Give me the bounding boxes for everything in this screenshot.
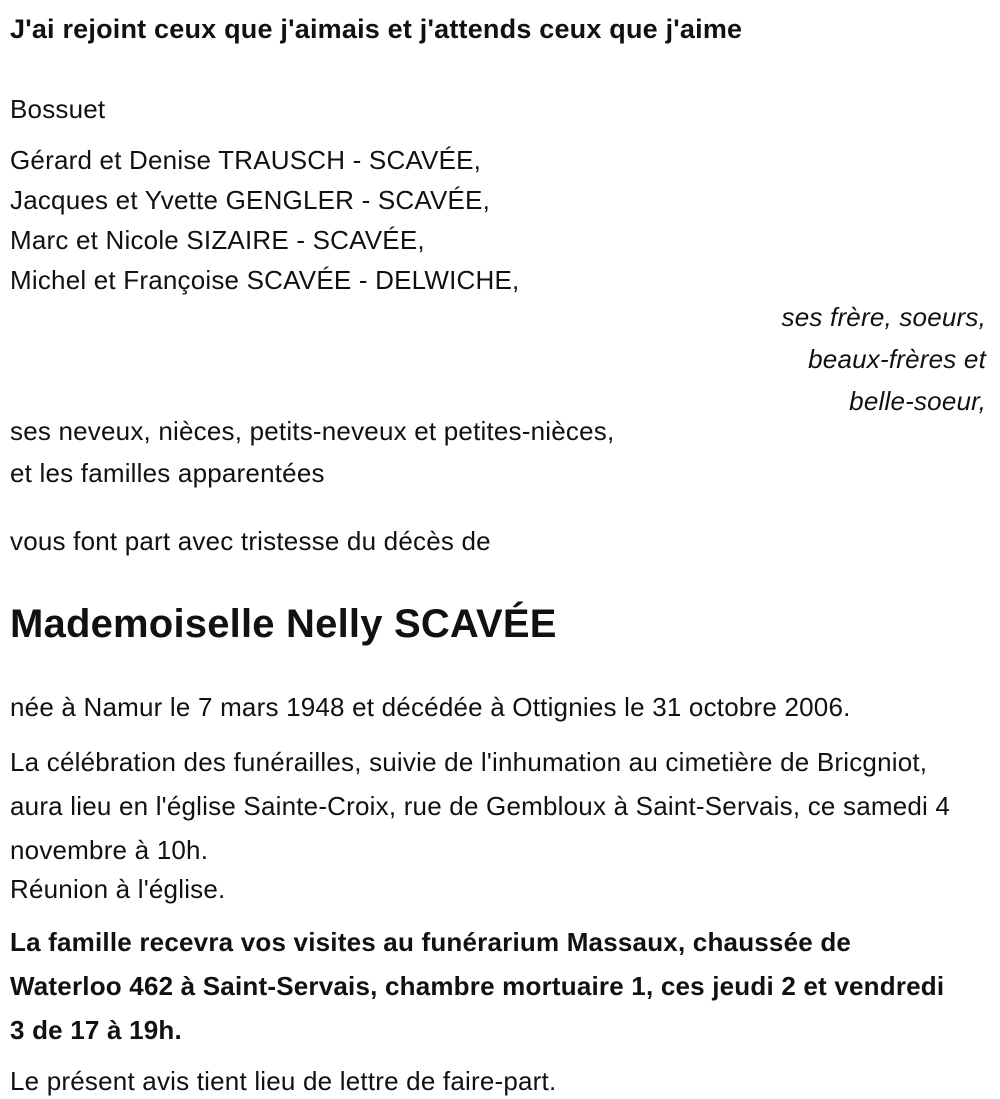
life-dates-text: née à Namur le 7 mars 1948 et décédée à Ottignies le 31 octobre 2006. xyxy=(10,692,851,722)
funeral-details-paragraph: La célébration des funérailles, suivie de l'inhumation au cimetière de Bricgniot, aura lieu en l'église Sainte-Croix, rue de Gembloux à Saint-Servais, ce samedi 4 novembre à 10h. xyxy=(10,747,951,865)
relatives-block xyxy=(10,410,986,494)
visits-info-paragraph: La famille recevra vos visites au funérarium Massaux, chaussée de Waterloo 462 à Saint-Servais, chambre mortuaire 1, ces jeudi 2 et vendredi 3 de 17 à 19h. xyxy=(10,927,945,1045)
family-name-line: Michel et Françoise SCAVÉE - DELWICHE, xyxy=(10,265,520,295)
relations-block xyxy=(10,296,986,422)
relation-line: belle-soeur, xyxy=(849,386,986,416)
family-name-line: Gérard et Denise TRAUSCH - SCAVÉE, xyxy=(10,145,482,175)
announcement-text: vous font part avec tristesse du décès de xyxy=(10,526,491,556)
closing-text: Le présent avis tient lieu de lettre de faire-part. xyxy=(10,1066,557,1096)
relatives-line: ses neveux, nièces, petits-neveux et petites-nièces, xyxy=(10,416,615,446)
family-names-block xyxy=(10,140,986,300)
epigraph-quote: J'ai rejoint ceux que j'aimais et j'attends ceux que j'aime xyxy=(10,14,743,44)
relatives-line: et les familles apparentées xyxy=(10,458,325,488)
relation-line: beaux-frères et xyxy=(808,344,986,374)
meeting-text: Réunion à l'église. xyxy=(10,874,226,904)
relation-line: ses frère, soeurs, xyxy=(781,302,986,332)
epigraph-author: Bossuet xyxy=(10,94,106,124)
deceased-name-title: Mademoiselle Nelly SCAVÉE xyxy=(10,602,557,646)
family-name-line: Jacques et Yvette GENGLER - SCAVÉE, xyxy=(10,185,491,215)
family-name-line: Marc et Nicole SIZAIRE - SCAVÉE, xyxy=(10,225,425,255)
